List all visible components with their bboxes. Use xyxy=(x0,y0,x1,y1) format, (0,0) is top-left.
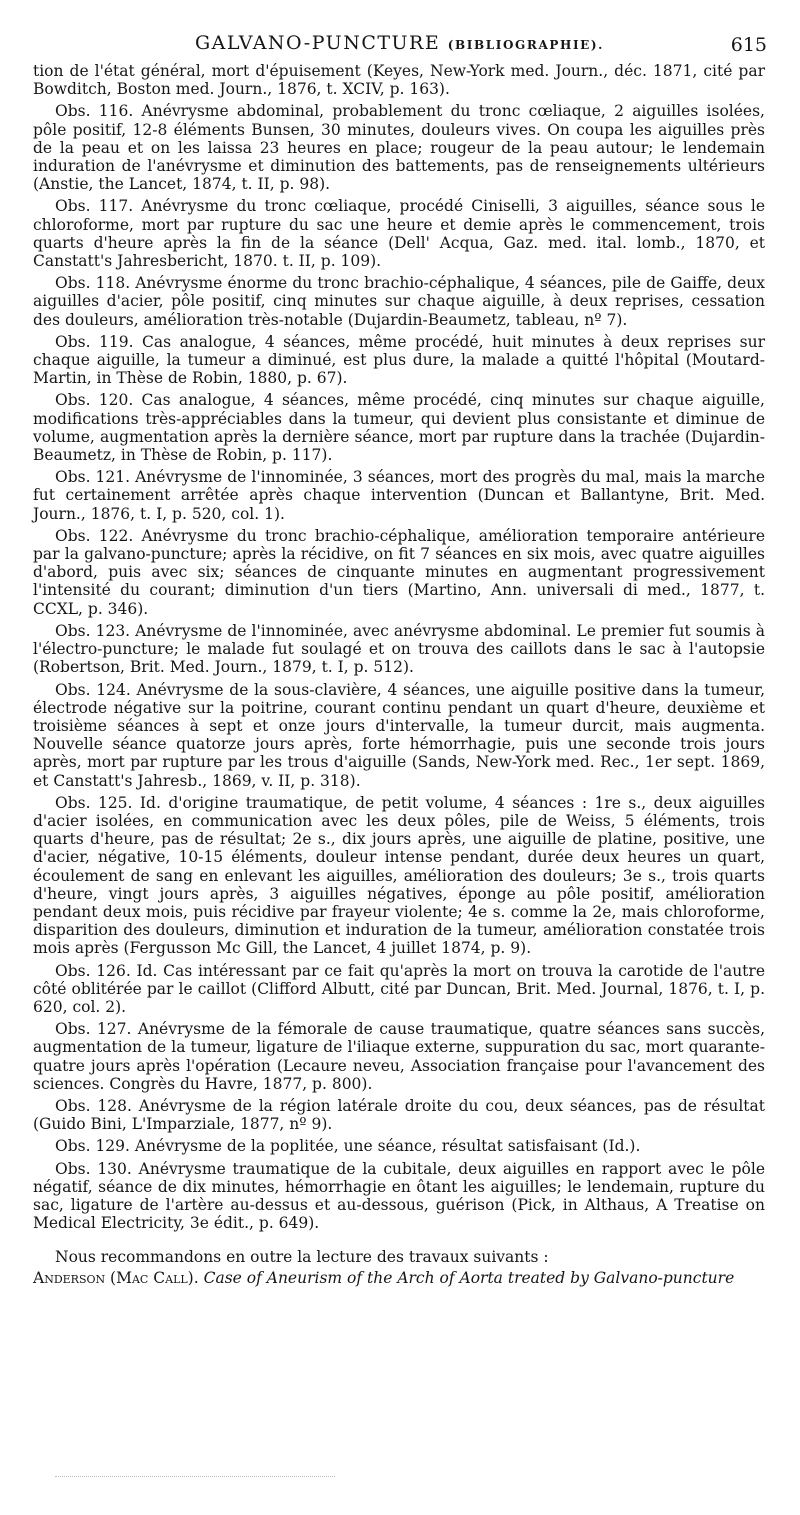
reference-author: Anderson (Mac Call). xyxy=(33,1268,199,1287)
observation-126: Obs. 126. Id. Cas intéressant par ce fait qu'après la mort on trouva la carotide de l'autre côté oblitérée par le caillot (Clifford Albutt, cité par Duncan, Brit. Med. Journal, 1876, t. I, p. 620, col. 2). xyxy=(33,961,765,1016)
observation-128: Obs. 128. Anévrysme de la région latérale droite du cou, deux séances, pas de résultat (Guido Bini, L'Imparziale, 1877, nº 9). xyxy=(33,1096,765,1134)
page-header xyxy=(0,32,800,56)
observation-120: Obs. 120. Cas analogue, 4 séances, même procédé, cinq minutes sur chaque aiguille, modifications très-appréciables dans la tumeur, qui devient plus consistante et diminue de volume, augmentation après la dernière séance, mort par rupture dans la trachée (Dujardin-Beaumetz, in Thèse de Robin, p. 117). xyxy=(33,391,765,465)
body-text xyxy=(33,62,765,1287)
observation-118: Obs. 118. Anévrysme énorme du tronc brachio-céphalique, 4 séances, pile de Gaiffe, deux aiguilles d'acier, pôle positif, cinq minutes sur chaque aiguille, à deux reprises, cessation des douleurs, amélioration très-notable (Dujardin-Beaumetz, tableau, nº 7). xyxy=(33,274,765,329)
observation-122: Obs. 122. Anévrysme du tronc brachio-céphalique, amélioration temporaire antérieure par la galvano-puncture; après la récidive, on fit 7 séances en six mois, avec quatre aiguilles d'abord, puis avec six; séances de cinquante minutes en augmentant progressivement l'intensité du courant; diminution d'un tiers (Martino, Ann. universali di med., 1877, t. CCXL, p. 346). xyxy=(33,526,765,618)
observation-124: Obs. 124. Anévrysme de la sous-clavière, 4 séances, une aiguille positive dans la tumeur, électrode négative sur la poitrine, courant continu pendant un quart d'heure, deuxième et troisième séances à sept et onze jours d'intervalle, la tumeur durcit, mais augmenta. Nouvelle séance quatorze jours après, forte hémorrhagie, puis une seconde trois jours après, mort par rupture par les trous d'aiguille (Sands, New-York med. Rec., 1er sept. 1869, et Canstatt's Jahresb., 1869, v. II, p. 318). xyxy=(33,680,765,790)
observation-127: Obs. 127. Anévrysme de la fémorale de cause traumatique, quatre séances sans succès, augmentation de la tumeur, ligature de l'iliaque externe, suppuration du sac, mort quarante-quatre jours après l'opération (Lecaure neveu, Association française pour l'avancement des sciences. Congrès du Havre, 1877, p. 800). xyxy=(33,1020,765,1093)
footer-dotted-line xyxy=(55,1476,335,1479)
observation-123: Obs. 123. Anévrysme de l'innominée, avec anévrysme abdominal. Le premier fut soumis à l'électro-puncture; le malade fut soulagé et on trouva des caillots dans le sac à l'autopsie (Robertson, Brit. Med. Journ., 1879, t. I, p. 512). xyxy=(33,621,765,677)
observation-119: Obs. 119. Cas analogue, 4 séances, même procédé, huit minutes à deux reprises sur chaque aiguille, la tumeur a diminué, est plus dure, la malade a quitté l'hôpital (Moutard-Martin, in Thèse de Robin, 1880, p. 67). xyxy=(33,332,765,388)
reference-title: Case of Aneurism of the Arch of Aorta treated by Galvano-puncture xyxy=(203,1268,735,1287)
running-title: GALVANO-PUNCTURE xyxy=(195,32,441,54)
observation-129: Obs. 129. Anévrysme de la poplitée, une séance, résultat satisfaisant (Id.). xyxy=(55,1137,641,1156)
recommendation-text: Nous recommandons en outre la lecture des travaux suivants : xyxy=(55,1248,549,1267)
reference-entry xyxy=(33,1269,765,1287)
observation-121: Obs. 121. Anévrysme de l'innominée, 3 séances, mort des progrès du mal, mais la marche fut certainement arrêtée après chaque intervention (Duncan et Ballantyne, Brit. Med. Journ., 1876, t. I, p. 520, col. 1). xyxy=(33,468,765,523)
observation-117: Obs. 117. Anévrysme du tronc cœliaque, procédé Ciniselli, 3 aiguilles, séance sous le chloroforme, mort par rupture du sac une heure et demie après le commencement, trois quarts d'heure après la fin de la séance (Dell' Acqua, Gaz. med. ital. lomb., 1870, et Canstatt's Jahresbericht, 1870. t. II, p. 109). xyxy=(33,197,765,271)
observation-130: Obs. 130. Anévrysme traumatique de la cubitale, deux aiguilles en rapport avec le pôle négatif, séance de dix minutes, hémorrhagie en ôtant les aiguilles; le lendemain, rupture du sac, ligature de l'artère au-dessus et au-dessous, guérison (Pick, in Althaus, A Treatise on Medical Electricity, 3e édit., p. 649). xyxy=(33,1159,765,1233)
running-head xyxy=(195,32,604,54)
running-subtitle: (BIBLIOGRAPHIE). xyxy=(447,38,604,52)
paragraph-continuation: tion de l'état général, mort d'épuisement (Keyes, New-York med. Journ., déc. 1871, cité par Bowditch, Boston med. Journ., 1876, t. XCIV, p. 163). xyxy=(33,62,765,99)
observation-125: Obs. 125. Id. d'origine traumatique, de petit volume, 4 séances : 1re s., deux aiguilles d'acier isolées, en communication avec les deux pôles, pile de Weiss, 5 éléments, trois quarts d'heure, pas de résultat; 2e s., dix jours après, une aiguille de platine, positive, une d'acier, négative, 10-15 éléments, douleur intense pendant, durée deux heures un quart, écoulement de sang en enlevant les aiguilles, amélioration des douleurs; 3e s., trois quarts d'heure, vingt jours après, 3 aiguilles négatives, éponge au pôle positif, amélioration pendant deux mois, puis récidive par frayeur violente; 4e s. comme la 2e, mais chloroforme, disparition des douleurs, diminution et induration de la tumeur, amélioration constatée trois mois après (Fergusson Mc Gill, the Lancet, 4 juillet 1874, p. 9). xyxy=(33,793,765,958)
page-number: 615 xyxy=(730,34,767,56)
observation-116: Obs. 116. Anévrysme abdominal, probablement du tronc cœliaque, 2 aiguilles isolées, pôle positif, 12-8 éléments Bunsen, 30 minutes, douleurs vives. On coupa les aiguilles près de la peau et on les laissa 23 heures en place; rougeur de la peau autour; le lendemain induration de l'anévrysme et diminution des battements, pas de renseignements ultérieurs (Anstie, the Lancet, 1874, t. II, p. 98). xyxy=(33,102,765,194)
